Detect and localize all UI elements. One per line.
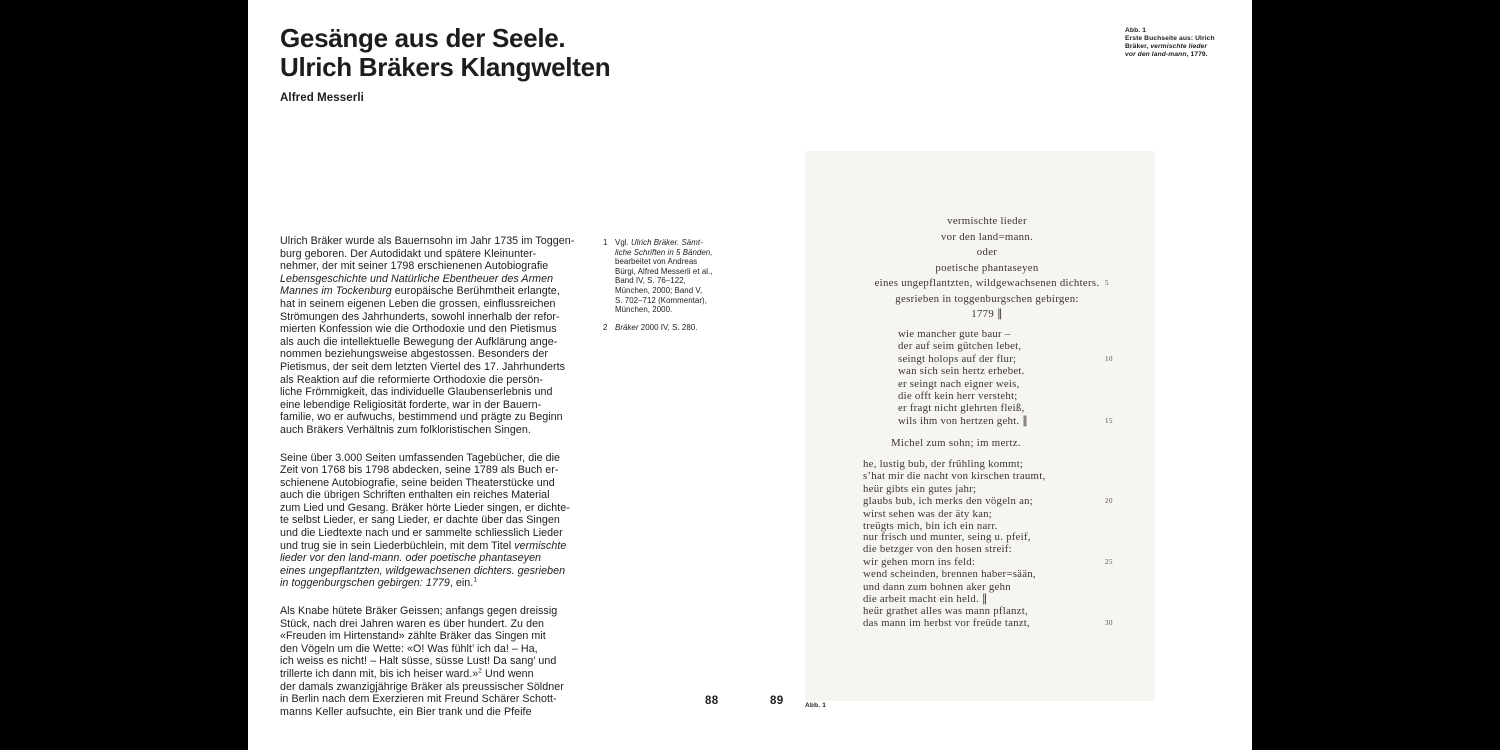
verse-line-number: 10 — [1105, 355, 1113, 363]
footnote-column — [603, 238, 728, 340]
footnote-number: 1 — [603, 238, 608, 247]
article-body-column — [280, 235, 610, 733]
article-author: Alfred Messerli — [280, 92, 364, 104]
poem-section-heading: Michel zum sohn; im mertz. — [891, 437, 1021, 449]
article-title-line2: Ulrich Bräkers Klangwelten — [280, 52, 611, 82]
figure-label: Abb. 1 — [805, 702, 827, 709]
article-title — [280, 24, 610, 82]
poem-stanza: nur frisch und munter, seing u. pfeif, die betzger von den hosen streif: wir gehen morn ins feld: wend scheinden, brennen haber=sään, und dann zum bohnen aker gehn die arbeit macht ein held. ∥ — [863, 531, 1036, 606]
article-paragraph: Als Knabe hütete Bräker Geissen; anfangs gegen dreissig Stück, nach drei Jahren waren es über hundert. Zu den «Freuden im Hirtenstand» zählte Bräker das Singen mit den Vögeln um die Wette: «O! Was fühlt’ ich da! – Ha, ich weiss es nicht! – Halt süsse, süsse Lust! Da sang’ und trillerte ich dann mit, bis ich heiser ward.»$^2$ Und wenn der damals zwanzigjährige Bräker als preussischer Söldner in Berlin nach dem Exerzieren mit Freund Schärer Schott- manns Keller aufsuchte, ein Bier trank und die Pfeife — [280, 605, 564, 718]
footnote-1 — [603, 238, 728, 315]
footnote-number: 2 — [603, 322, 608, 332]
footnote-2 — [603, 323, 728, 333]
verse-line-number: 5 — [1105, 279, 1109, 287]
verse-line-number: 20 — [1105, 497, 1113, 505]
article-title-line1: Gesänge aus der Seele. — [280, 23, 566, 53]
facsimile-page — [805, 151, 1155, 701]
poem-stanza: wie mancher gute baur – der auf seim gütchen lebet, seingt holops auf der flur; wan sich sein hertz erhebet. er seingt nach eigner weis, die offt kein herr versteht; er fragt nicht glehrten fleiß, wils ihm von hertzen geht. ∥ — [898, 328, 1028, 427]
footnote-text: Vgl. Ulrich Bräker. Sämt- liche Schriften in 5 Bänden, bearbeitet von Andreas Bürgi, Alfred Messerli et al., Band IV, S. 76–122, München, 2000; Band V, S. 702–712 (Kommentar), München, 2000. — [615, 238, 713, 315]
left-frame-bar — [0, 0, 248, 750]
page-number-right: 89 — [770, 695, 784, 707]
right-frame-bar — [1252, 0, 1500, 750]
article-paragraph: Ulrich Bräker wurde als Bauernsohn im Jahr 1735 im Toggen- burg geboren. Der Autodidakt und spätere Kleinunter- nehmer, der mit seiner 1798 erschienenen Autobiografie Lebensgeschichte und Natürliche Ebentheuer des Armen Mannes im Tockenburg europäische Berühmtheit erlangte, hat in seinem eigenen Leben die grossen, einflussreichen Strömungen des Jahrhunderts, sowohl innerhalb der refor- mierten Konfession wie die Orthodoxie und den Pietismus als auch die intellektuelle Bewegung der Aufklärung ange- nommen beziehungsweise abgestossen. Besonders der Pietismus, der seit dem letzten Viertel des 17. Jahrhunderts als Reaktion auf die reformierte Orthodoxie die persön- liche Frömmigkeit, das individuelle Glaubenserlebnis und eine lebendige Religiosität forderte, war in der Bauern- familie, wo er aufwuchs, bestimmend und prägte zu Beginn auch Bräkers Verhältnis zum folkloristischen Singen. — [280, 235, 575, 436]
verse-line-number: 25 — [1105, 558, 1113, 566]
figure-caption: Abb. 1 Erste Buchseite aus: Ulrich Bräker, vermischte lieder vor den land-mann, 1779. — [1125, 27, 1215, 59]
article-paragraph: Seine über 3.000 Seiten umfassenden Tagebücher, die die Zeit von 1768 bis 1798 abdecken, seine 1789 als Buch er- schienene Autobiografie, seine beiden Theaterstücke und auch die übrigen Schriften enthalten ein reiches Material zum Lied und Gesang. Bräker hörte Lieder singen, er dichte- te selbst Lieder, er sang Lieder, er dachte über das Singen und die Liedtexte nach und er sammelte schliesslich Lieder und trug sie in sein Liederbüchlein, mit dem Titel vermischte lieder vor den land-mann. oder poetische phantaseyen eines ungepflantzten, wildgewachsenen dichters. gesrieben in toggenburgschen gebirgen: 1779, ein.$^1$ — [280, 451, 570, 590]
verse-line-number: 15 — [1105, 417, 1113, 425]
poem-stanza: he, lustig bub, der frühling kommt; s’hat mir die nacht von kirschen traumt, heür gibts ein gutes jahr; glaubs bub, ich merks den vögeln an; wirst sehen was der äty kan; treügts mich, bin ich ein narr. — [863, 458, 1046, 533]
poem-stanza: heür grathet alles was mann pflanzt, das mann im herbst vor freüde tanzt, — [863, 605, 1031, 630]
page-number-left: 88 — [705, 695, 719, 707]
verse-line-number: 30 — [1105, 619, 1113, 627]
poem-title-block: vermischte lieder vor den land=mann. oder poetische phantaseyen eines ungepflantzten, wildgewachsenen dichters. gesrieben in toggenburgschen gebirgen: 1779 ∥ — [874, 215, 1100, 320]
footnote-text: Bräker 2000 IV, S. 280. — [615, 322, 698, 332]
